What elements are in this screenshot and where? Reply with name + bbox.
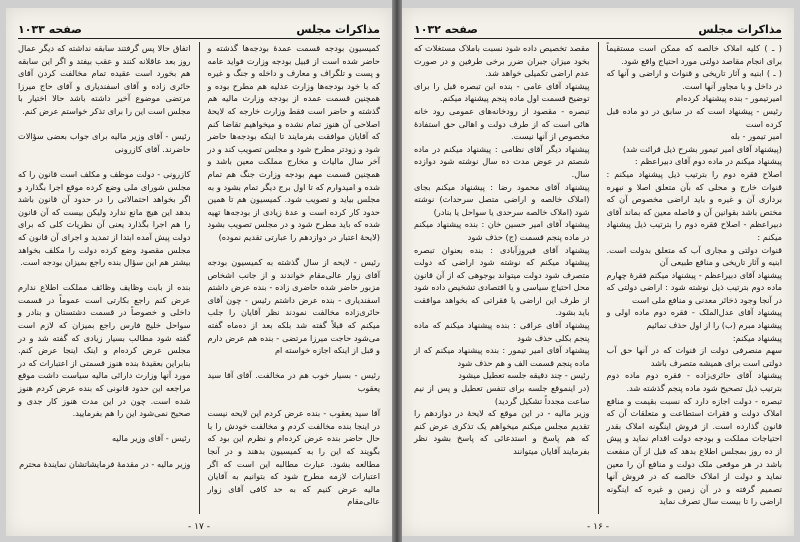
book-gutter xyxy=(392,0,402,542)
right-page-title: مذاکرات مجلس xyxy=(698,23,782,36)
left-page xyxy=(6,8,392,536)
left-page-columns xyxy=(18,42,380,514)
left-page-number: صفحه ۱۰۳۳ xyxy=(18,23,82,36)
right-page-number: صفحه ۱۰۳۲ xyxy=(414,23,478,36)
left-page-header xyxy=(18,14,380,39)
left-page-right-column: کمیسیون بودجه قسمت عمدهٔ بودجه‌ها گذشته و حاضر شده است از قبیل بودجه وزارت فواید عامه و پست و تلگراف و معارف و داخله و جنگ و غیره که با خود بودجه‌ها وزارت عدلیه هم مطرح بوده و همچنین قسمت عمده از بودجه وزارت مالیه هم گذشته و حاضر است فقط وزارت خارجه که لایحهٔ اصلاحی آن هنوز تمام نشده و میخواهیم تقاضا کنم که آقایان موافقت بفرمایند تا اینکه بودجه‌ها حاضر شود و زودتر مطرح شود و مجلس تصویب کند و در آخر سال مالیات و مخارج مملکت معین باشد و همچنین قسمت مهم بودجه وزارت جنگ هم تمام شده و امیدوارم که تا اول برج دیگر تمام بشود و به مجلس بیاید و تصویب شود. کمیسیون هم تا همین حدود کار کرده است و عدهٔ زیادی از بودجه‌ها تهیه شده که باید مطرح شود و در مجلس تصویب بشود (لایحهٔ اعتبار در دوازدهم را عبارتی تقدیم نموده) رئیس - لایحه از سال گذشته به کمیسیون بودجه آقای زوار عالی‌مقام خواندند و از جانب اشخاص مزبور حاضر شده حاضری زاده - بنده عرض داشتم اسفندیاری - بنده عرض داشتم رئیس - چون آقای حائری‌زاده مخالفت نمودند نظر آقایان را جلب میکنم که قبلاً گفته شد بلکه بعد از ده‌ماه گفته می‌شود حاجت میرزا مرتضی - بنده هم عرض دارم و قبل از اینکه اجازه خواسته ام رئیس - بسیار خوب هم در مخالفت. آقای آقا سید یعقوب آقا سید یعقوب - بنده عرض کردم این لایحه نیست در اینجا بنده مخالفت کردم و مخالفت خودش را با حال حاضر بنده عرض کرده‌ام و نظرم این بود که بگویند که این را به کمیسیون بدهند و در آنجا مطالعه بشود. عبارت مطالبه این است که اگر اعتبارات لازمه مطرح شود که بتوانیم به آقایان مالیه عرض کنیم که به حد کافی آقای زوار عالی‌مقام xyxy=(207,43,380,507)
left-page-footer: - ۱۷ - xyxy=(188,522,210,532)
right-page-header xyxy=(414,14,782,39)
left-page-left-column: اتفاق حالا پس گرفتند سابقه نداشته که دیگر عمال روز بعد عاقلانه کنند و عقب بیفتد و اگر این سابقه هم بخورد است عقیده تمام مخالفت کردن آقای حائری زاده و آقای اسفندیاری و آقای حاج میرزا مرتضی موضوع آخیر داشته باشد حالا اختیار با مجلس است این را برای تذکر خواستم عرض کنم. رئیس - آقای وزیر مالیه برای جواب بعضی سؤالات حاضرند. آقای کازرونی کازرونی - دولت موظف و مکلف است قانون را که مجلس شورای ملی وضع کرده موقع اجرا بگذارد و اگر بخواهد احتمالاتی را در حدود آن قانون باشد بدهد این هیچ مانع ندارد ولیکن بیست که آن قانون را هم اجرا بگذارد یعنی آن نظریات کلی که برای دولت پیش آمده ابتدا از تمدید و اجرای آن قانون که مجلس مقصود وضع کرده دولت را مکلف بخواهد بیشتر هم این سؤال بنده راجع بمیزان بودجه است. بنده از بابت وظایف وظائف مملکت اطلاع ندارم عرض کنم راجع بکارتی است عموماً در قسمت داخلی و خصوصاً در قسمت دشتستان و بنادر و سواحل خلیج فارس راجع بمیزان که لازم است گفته شود مطالب بسیار زیادی که گفته شد و در مجلس عرض کرده‌ام و اینک اینجا عرض کنم. بنابراین بعقیدهٔ بنده هنوز قسمتی از اعتبارات که در مورد آنها وزارت دارائی مالیه سیاست داشت موقع مراجعه این حدود قانونی که بنده عرض کردم هنوز شده است. چون در این مدت هنوز کار جدی و صحیح نمی‌شود این را هم بفرمایید. رئیس - آقای وزیر مالیه وزیر مالیه - در مقدمهٔ فرمایشاتشان نمایندهٔ محترم xyxy=(18,43,191,469)
column-divider xyxy=(598,42,599,514)
right-page-left-column: مقصد تخصیص داده شود نسبت باملاک مستغلات که بخود میزان جبران ضرر برخی طرفین و در صورت عدم اراضی تکمیلی خواهد شد. پیشنهاد آقای عامی - بنده این تبصره قبل را برای توضیح قسمت اول ماده پنجم پیشنهاد میکنم. تبصره - مقصود از رودخانه‌های عمومی رود خانه هائی است که از طرف دولت و اهالی حق استفادهٔ مخصوص از آنها نیست. پیشنهاد دیگر آقای نظامی : پیشنهاد میکنم در ماده شصتم در عوض مدت ده سال نوشته شود دوازده سال. پیشنهاد آقای محمود رضا : پیشنهاد میکنم بجای (املاک خالصه و اراضی متصل سرحدات) نوشته شود (املاک خالصه سرحدی یا سواحل یا بنادر) پیشنهاد آقای امیر حسین خان : بنده پیشنهاد میکنم در ماده پنجم قسمت (ج) حذف شود پیشنهاد آقای فیروزآبادی : بنده بعنوان تبصره پیشنهاد میکنم که نوشته شود اراضی که دولت متصرف شود دولت میتواند بوجوهی که از آن قانون محل احتیاج سیاسی و یا اقتصادی تشخیص داده شود از طرف این اراضی یا فقراتی که بخواهد موافقت باید بشود. پیشنهاد آقای عراقی : بنده پیشنهاد میکنم که ماده پنجم بکلی حذف شود پیشنهاد آقای امیر تیمور : بنده پیشنهاد میکنم که از ماده پنجم قسمت الف و هم حذف شود رئیس - چند دقیقه جلسه تعطیل میشود (در اینموقع جلسه برای تنفس تعطیل و پس از نیم ساعت مجدداً تشکیل گردید) وزیر مالیه - در این موقع که لایحهٔ در دوازدهم را تقدیم مجلس میکنم میخواهم یک تذکری عرض کنم که هم پاسخ و استدعائی که پاسخ بشود نظر بفرمایند آقایان میتوانند xyxy=(414,43,590,456)
column-divider xyxy=(199,42,200,514)
right-page-right-column: ( ـ ) کلیه املاک خالصه که ممکن است مستقیماً برای انجام مقاصد دولتی مورد احتیاج واقع شود. ( ـ ) ابنیه و آثار تاریخی و قنوات و اراضی و آنها که در داخل و یا مجاور آنها است. امیرتیمور - بنده پیشنهاد کرده‌ام رئیس - پیشنهاد است که در سابق در دو ماده قبل کرده است امیر تیمور - بله (پیشنهاد آقای امیر تیمور بشرح ذیل قرائت شد) پیشنهاد میکنم در ماده دوم آقای دبیراعظم : اصلاح فقره دوم را بترتیب ذیل پیشنهاد میکنم : قنوات خارج و محلی که بآن متعلق اصلا و نبهره برداری آن و غیره و باید اراضی مخصوص آن که مختص باشد بقوانین آن و فاصله معین که بماند آقای دبیراعظم - اصلاح فقره دوم را بترتیب ذیل پیشنهاد میکنم : قنوات دولتی و مجاری آب که متعلق بدولت است. ابنیه و آثار تاریخی و منافع طبیعی آن پیشنهاد آقای دبیراعظم - پیشنهاد میکنم فقرهٔ چهارم ماده دوم بترتیب ذیل نوشته شود : اراضی دولتی که در آنجا وجود ذخائر معدنی و منافع ملی است پیشنهاد آقای عدل‌الملک - فقره دوم ماده اولی و پیشنهاد مبرم (ب) را از اول حذف نمائیم پیشنهاد میکنم: سهم منصرفی دولت از قنوات که در آنها حق آب دولتی است برای همیشه متصرف باشد پیشنهاد آقای حائری‌زاده - فقره دوم ماده دوم بترتیب ذیل تصحیح شود ماده پنجم گذشته شد. تبصره - دولت اجازه دارد که نسبت بقیمت و منافع املاک دولت و فقرات استطاعت و متعلقات آن که قانون گذارده است. از فروش اینگونه املاک بقدر احتیاجات مملکت و بودجه دولت اقدام نماید و پیش از ده روز بمجلس اطلاع بدهد که قبل از آن منفعت باشد در هر موقعی ملک دولت و منافع آن را معین نماید و دولت از املاک خالصه که در فروش آنها تصمیم گرفته و در آن زمین و غیره که اینگونه اراضی را تا بیست سال تصرف نماید xyxy=(606,43,782,507)
left-page-title: مذاکرات مجلس xyxy=(296,23,380,36)
right-page xyxy=(402,8,794,536)
right-page-footer: - ۱۶ - xyxy=(587,522,609,532)
right-page-columns xyxy=(414,42,782,514)
